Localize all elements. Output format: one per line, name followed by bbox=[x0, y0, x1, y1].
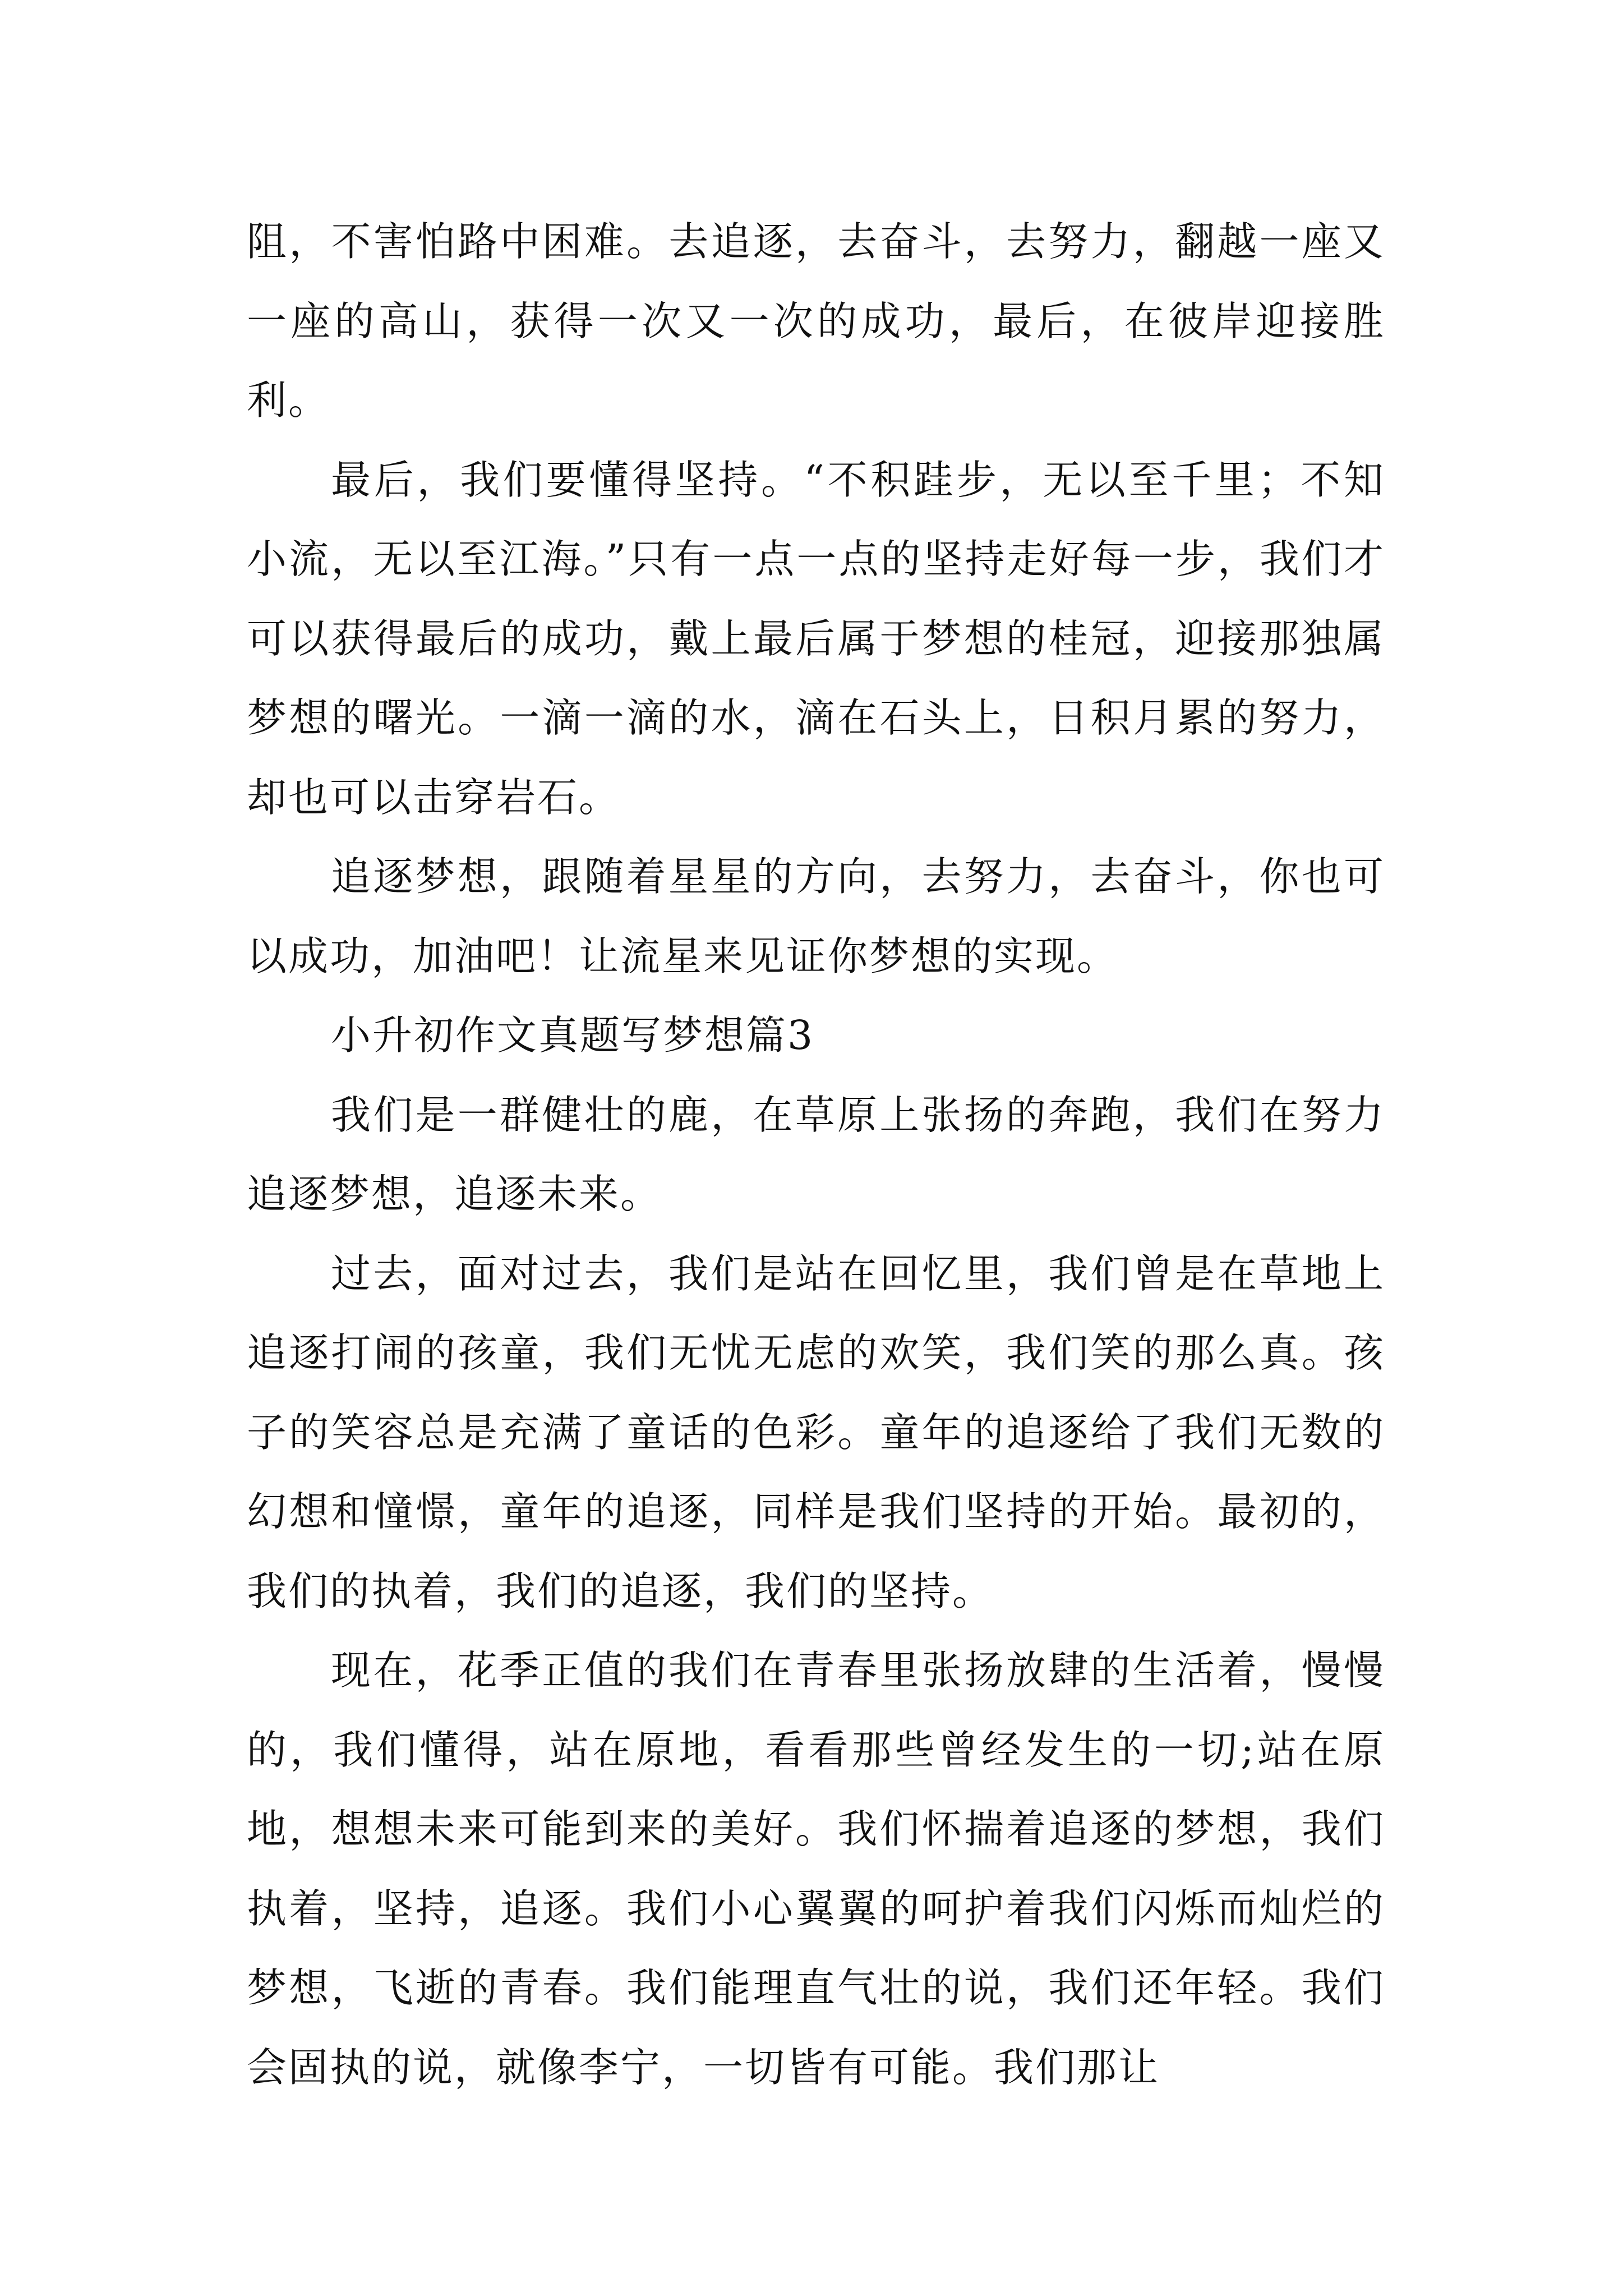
paragraph-deer: 我们是一群健壮的鹿，在草原上张扬的奔跑，我们在努力追逐梦想，追逐未来。 bbox=[247, 1091, 1385, 1217]
paragraph-continuation: 阻，不害怕路中困难。去追逐，去奋斗，去努力，翻越一座又一座的高山，获得一次又一次的成功，最后，在彼岸迎接胜利。 bbox=[247, 218, 1385, 424]
document-body bbox=[247, 202, 1385, 2107]
paragraph-persistence: 最后，我们要懂得坚持。“不积跬步，无以至千里；不知小流，无以至江海。”只有一点一点的坚持走好每一步，我们才可以获得最后的成功，戴上最后属于梦想的桂冠，迎接那独属梦想的曙光。一滴一滴的水，滴在石头上，日积月累的努力，却也可以击穿岩石。 bbox=[247, 456, 1385, 821]
paragraph-past: 过去，面对过去，我们是站在回忆里，我们曾是在草地上追逐打闹的孩童，我们无忧无虑的欢笑，我们笑的那么真。孩子的笑容总是充满了童话的色彩。童年的追逐给了我们无数的幻想和憧憬，童年的追逐，同样是我们坚持的开始。最初的，我们的执着，我们的追逐，我们的坚持。 bbox=[247, 1250, 1385, 1614]
paragraph-present: 现在，花季正值的我们在青春里张扬放肆的生活着，慢慢的，我们懂得，站在原地，看看那些曾经发生的一切;站在原地，想想未来可能到来的美好。我们怀揣着追逐的梦想，我们执着，坚持，追逐。我们小心翼翼的呵护着我们闪烁而灿烂的梦想，飞逝的青春。我们能理直气壮的说，我们还年轻。我们会固执的说，就像李宁，一切皆有可能。我们那让 bbox=[247, 1647, 1385, 2091]
paragraph-chase-dream: 追逐梦想，跟随着星星的方向，去努力，去奋斗，你也可以成功，加油吧！让流星来见证你梦想的实现。 bbox=[247, 853, 1385, 979]
section-heading: 小升初作文真题写梦想篇3 bbox=[331, 1012, 815, 1059]
